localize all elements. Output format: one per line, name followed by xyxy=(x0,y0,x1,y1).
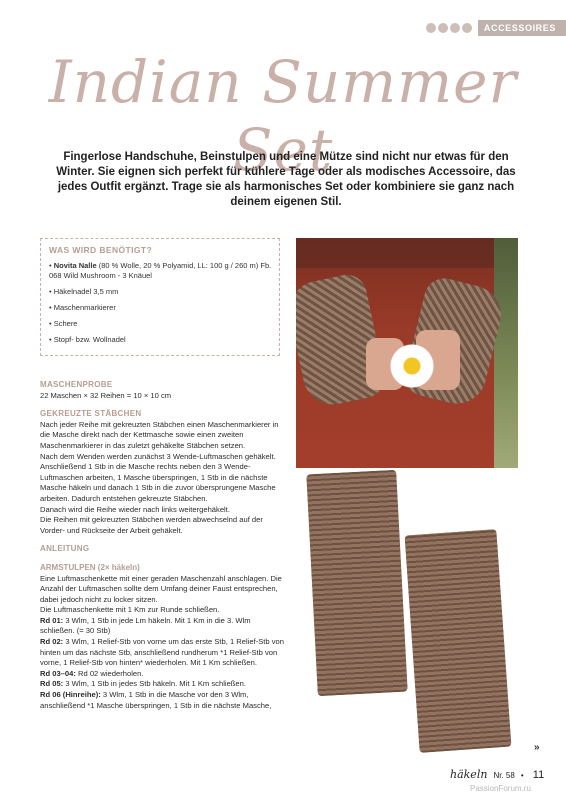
continue-arrow: » xyxy=(534,742,540,753)
row-label: Rd 06 (Hinreihe): xyxy=(40,690,101,700)
daisy-flower xyxy=(390,344,434,388)
row-label: Rd 03–04: xyxy=(40,668,76,678)
requirement-text: Schere xyxy=(53,319,78,328)
watermark: PassionForum.ru xyxy=(470,784,531,793)
gekreuzte-paragraph: Die Reihen mit gekreuzten Stäbchen werden abwechselnd auf der Vorder- und Rückseite der Arbeit gehäkelt. xyxy=(40,515,263,535)
row-instruction xyxy=(40,679,284,690)
magazine-brand: häkeln xyxy=(450,768,488,781)
dot-decoration xyxy=(438,23,448,33)
row-instruction xyxy=(40,669,284,680)
page-number: 11 xyxy=(532,769,545,781)
row-label: Rd 01: xyxy=(40,615,64,625)
requirements-heading: WAS WIRD BENÖTIGT? xyxy=(49,245,153,255)
photo-foliage xyxy=(494,238,518,468)
requirement-item: • Schere xyxy=(49,319,78,328)
section-tag xyxy=(426,20,566,36)
requirement-text: Stopf- bzw. Wollnadel xyxy=(53,335,126,344)
issue-number: Nr. 58 xyxy=(493,771,515,780)
row-text: 3 Wlm, 1 Stb in jedes Stb häkeln. Mit 1 Km schließen. xyxy=(65,679,246,689)
maschenprobe-text: 22 Maschen × 32 Reihen = 10 × 10 cm xyxy=(40,390,172,400)
yarn-name: Novita Nalle xyxy=(53,261,97,270)
row-label: Rd 05: xyxy=(40,679,64,689)
requirement-item: • Häkelnadel 3,5 mm xyxy=(49,287,119,296)
legwarmer-left xyxy=(306,470,407,696)
requirements-box xyxy=(40,238,280,356)
page-title: Indian Summer Set xyxy=(48,48,518,184)
row-instruction xyxy=(40,637,284,669)
yarn-detail: (80 % Wolle, 20 % Polyamid, LL: 100 g / 260 m) Fb. 068 Wild Mushroom - 3 Knäuel xyxy=(49,261,272,280)
intro-text: Fingerlose Handschuhe, Beinstulpen und eine Mütze sind nicht nur etwas für den Winter. Sie eignen sich perfekt für kühlere Tage oder als modisches Accessoire, das jedes Outfit ergänzt. Trage sie als harmonisches Set oder kombiniere sie ganz nach deinem eigenen Stil. xyxy=(56,151,516,208)
requirement-text: Maschenmarkierer xyxy=(53,303,116,312)
category-label: ACCESSOIRES xyxy=(478,20,566,36)
armstulpen-text: Die Luftmaschenkette mit 1 Km zur Runde schließen. xyxy=(40,605,220,615)
row-label: Rd 02: xyxy=(40,637,64,647)
armstulpen-text: Eine Luftmaschenkette mit einer geraden Maschenzahl anschlagen. Die Anzahl der Luftmaschen sollte dem Umfang deiner Faust entsprechen, dabei jedoch nicht zu locker sitzen. xyxy=(40,573,282,604)
footer-separator: • xyxy=(520,771,524,780)
maschenprobe-heading: MASCHENPROBE xyxy=(40,380,113,389)
row-text: 3 Wlm, 1 Stb in jede Lm häkeln. Mit 1 Km in die 3. Wlm schließen. (= 30 Stb) xyxy=(40,615,251,636)
instructions-column xyxy=(40,380,284,711)
legwarmer-right xyxy=(405,529,512,753)
row-text: 3 Wlm, 1 Relief-Stb von vorne um das erste Stb, 1 Relief-Stb von hinten um das nächste Stb, anschließend rundherum *1 Relief-Stb von vorne, 1 Relief-Stb von hinten* wiederholen. Mit 1 Km schließen. xyxy=(40,637,284,668)
gloves-photo xyxy=(296,238,518,468)
armstulpen-heading: ARMSTULPEN (2× häkeln) xyxy=(40,562,140,572)
anleitung-heading: ANLEITUNG xyxy=(40,544,90,554)
requirement-text: Häkelnadel 3,5 mm xyxy=(53,287,119,296)
gekreuzte-paragraph: Nach dem Wenden werden zunächst 3 Wende-Luftmaschen gehäkelt. Anschließend 1 Stb in die Masche rechts neben den 3 Wende-Luftmaschen arbeiten, 1 Masche überspringen, 1 Stb in die nächste Masche häkeln und danach 1 Stb in die zuvor übersprungene Masche arbeiten. Dadurch entstehen gekreuzte Stäbchen. xyxy=(40,451,276,503)
requirement-item: • Stopf- bzw. Wollnadel xyxy=(49,335,126,344)
gekreuzte-paragraph: Danach wird die Reihe wieder nach links weitergehäkelt. xyxy=(40,504,230,514)
row-instruction xyxy=(40,616,284,637)
dot-decoration xyxy=(426,23,436,33)
dot-decoration xyxy=(462,23,472,33)
requirement-item: • Maschenmarkierer xyxy=(49,303,116,312)
gekreuzte-heading: GEKREUZTE STÄBCHEN xyxy=(40,409,142,419)
dot-decoration xyxy=(450,23,460,33)
photo-shadow xyxy=(296,238,518,268)
requirement-item: • Novita Nalle (80 % Wolle, 20 % Polyamid, LL: 100 g / 260 m) Fb. 068 Wild Mushroom - 3 Knäuel xyxy=(49,261,272,280)
row-instruction xyxy=(40,690,284,711)
page-footer xyxy=(450,768,544,781)
gekreuzte-paragraph: Nach jeder Reihe mit gekreuzten Stäbchen einen Maschenmarkierer in die Masche direkt nach der Kettmasche sowie einen zweiten Maschenmarkierer in das zuletzt gehäkelte Stäbchen setzen. xyxy=(40,419,279,450)
row-text: Rd 02 wiederholen. xyxy=(78,668,144,678)
row-text: 3 Wlm, 1 Stb in die Masche vor den 3 Wlm, anschließend *1 Masche überspringen, 1 Stb in die nächste Masche, xyxy=(40,690,272,710)
